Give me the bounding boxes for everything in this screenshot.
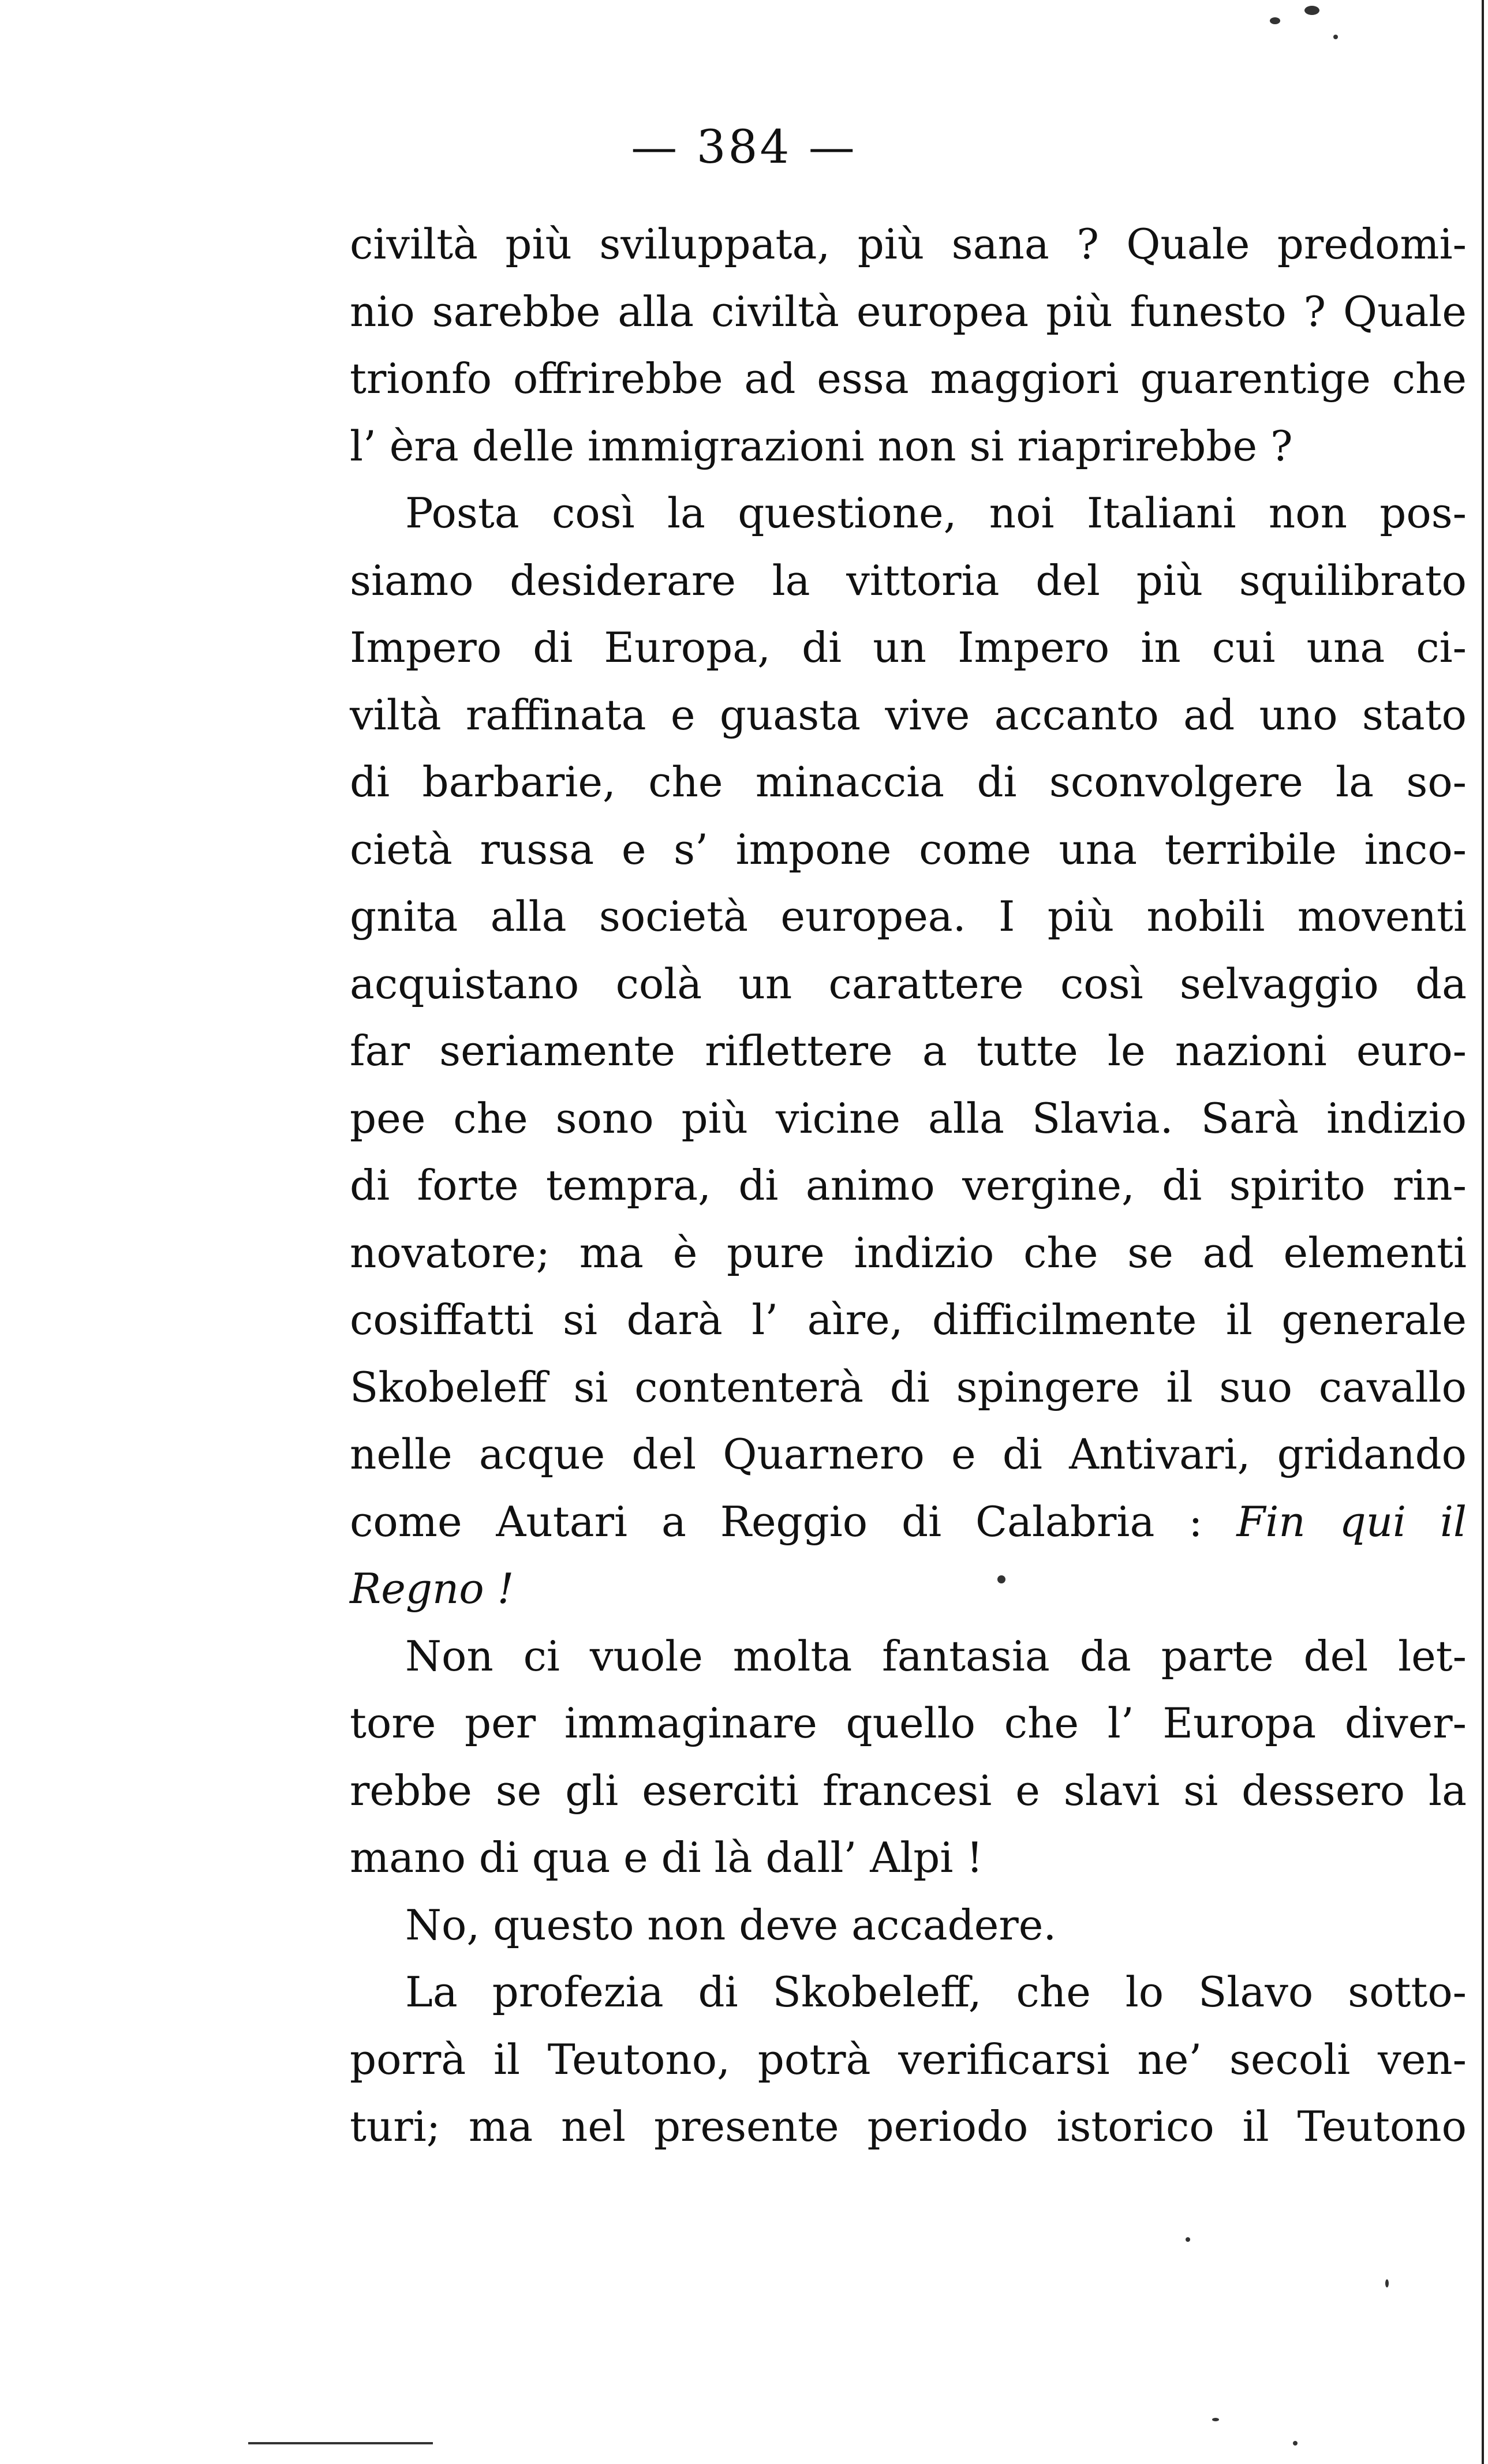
- line-text: novatore; ma è pure indizio che se ad elementi: [350, 1228, 1467, 1277]
- text-line: [350, 1354, 1467, 1421]
- line-text: acquistano colà un carattere così selvaggio da: [350, 959, 1467, 1008]
- italic-quote: Fin qui il: [1236, 1497, 1467, 1546]
- paper-speck: [997, 1575, 1005, 1583]
- line-text: Posta così la questione, noi Italiani non pos-: [405, 489, 1467, 537]
- text-line: [350, 883, 1467, 950]
- text-line: [350, 1017, 1467, 1085]
- text-line: [350, 2093, 1467, 2160]
- text-line: [350, 1623, 1467, 1690]
- paper-speck: [1270, 17, 1280, 24]
- line-text: nio sarebbe alla civiltà europea più funesto ? Quale: [350, 287, 1467, 336]
- text-line: [350, 480, 1467, 547]
- text-line: [350, 1488, 1467, 1556]
- text-line: [350, 1152, 1467, 1219]
- text-line: [350, 1892, 1467, 1959]
- text-line: [350, 1690, 1467, 1757]
- text-line: [350, 345, 1467, 413]
- paper-speck: [1293, 2441, 1298, 2446]
- line-text: No, questo non deve accadere.: [405, 1900, 1057, 1949]
- line-text: Impero di Europa, di un Impero in cui una ci-: [350, 623, 1467, 672]
- bottom-rule: [248, 2442, 433, 2444]
- line-text: civiltà più sviluppata, più sana ? Quale predomi-: [350, 220, 1467, 268]
- paper-speck: [1304, 6, 1319, 15]
- line-text: l’ èra delle immigrazioni non si riaprirebbe ?: [350, 421, 1293, 470]
- paper-speck: [1333, 35, 1338, 39]
- line-text: di forte tempra, di animo vergine, di spirito rin-: [350, 1161, 1467, 1209]
- body-text: [350, 211, 1467, 2160]
- line-text: pee che sono più vicine alla Slavia. Sarà indizio: [350, 1094, 1467, 1143]
- line-text: cietà russa e s’ impone come una terribile inco-: [350, 825, 1467, 874]
- text-line: [350, 278, 1467, 346]
- line-text: rebbe se gli eserciti francesi e slavi si dessero la: [350, 1766, 1467, 1815]
- text-line: [350, 1824, 1467, 1892]
- line-text: come Autari a Reggio di Calabria :: [350, 1497, 1203, 1546]
- page-number: — 384 —: [631, 120, 857, 174]
- line-text: Skobeleff si contenterà di spingere il suo cavallo: [350, 1362, 1467, 1411]
- page-edge-rule: [1482, 0, 1484, 2464]
- line-text: mano di qua e di là dall’ Alpi !: [350, 1833, 984, 1882]
- line-text: tore per immaginare quello che l’ Europa diver-: [350, 1699, 1467, 1747]
- line-text: siamo desiderare la vittoria del più squilibrato: [350, 556, 1467, 605]
- line-text: La profezia di Skobeleff, che lo Slavo sotto-: [405, 1968, 1467, 2016]
- text-line: [350, 211, 1467, 278]
- paper-speck: [1212, 2418, 1219, 2421]
- line-text: Non ci vuole molta fantasia da parte del let-: [405, 1631, 1467, 1680]
- line-text: turi; ma nel presente periodo istorico il Teutono: [350, 2102, 1467, 2151]
- text-line: [350, 2026, 1467, 2094]
- text-line: [350, 1555, 1467, 1623]
- text-line: [350, 1421, 1467, 1488]
- text-line: [350, 1757, 1467, 1825]
- text-line: [350, 748, 1467, 816]
- line-text: viltà raffinata e guasta vive accanto ad uno stato: [350, 690, 1467, 739]
- paper-speck: [1385, 2279, 1389, 2287]
- line-text: trionfo offrirebbe ad essa maggiori guarentige che: [350, 354, 1467, 403]
- line-text: di barbarie, che minaccia di sconvolgere la so-: [350, 758, 1467, 806]
- text-line: [350, 1286, 1467, 1354]
- text-line: [350, 413, 1467, 480]
- paper-speck: [1186, 2237, 1190, 2242]
- text-line: [350, 1219, 1467, 1287]
- line-text: far seriamente riflettere a tutte le nazioni euro-: [350, 1027, 1467, 1075]
- text-line: [350, 1959, 1467, 2026]
- line-text: gnita alla società europea. I più nobili moventi: [350, 892, 1467, 941]
- text-line: [350, 950, 1467, 1018]
- line-text: porrà il Teutono, potrà verificarsi ne’ secoli ven-: [350, 2035, 1467, 2084]
- text-line: [350, 816, 1467, 883]
- text-line: [350, 547, 1467, 615]
- line-text: nelle acque del Quarnero e di Antivari, gridando: [350, 1430, 1467, 1478]
- text-line: [350, 681, 1467, 749]
- line-text: cosiffatti si darà l’ aìre, difficilmente il generale: [350, 1295, 1467, 1344]
- italic-quote: Regno !: [350, 1564, 514, 1613]
- text-line: [350, 1085, 1467, 1152]
- text-line: [350, 614, 1467, 681]
